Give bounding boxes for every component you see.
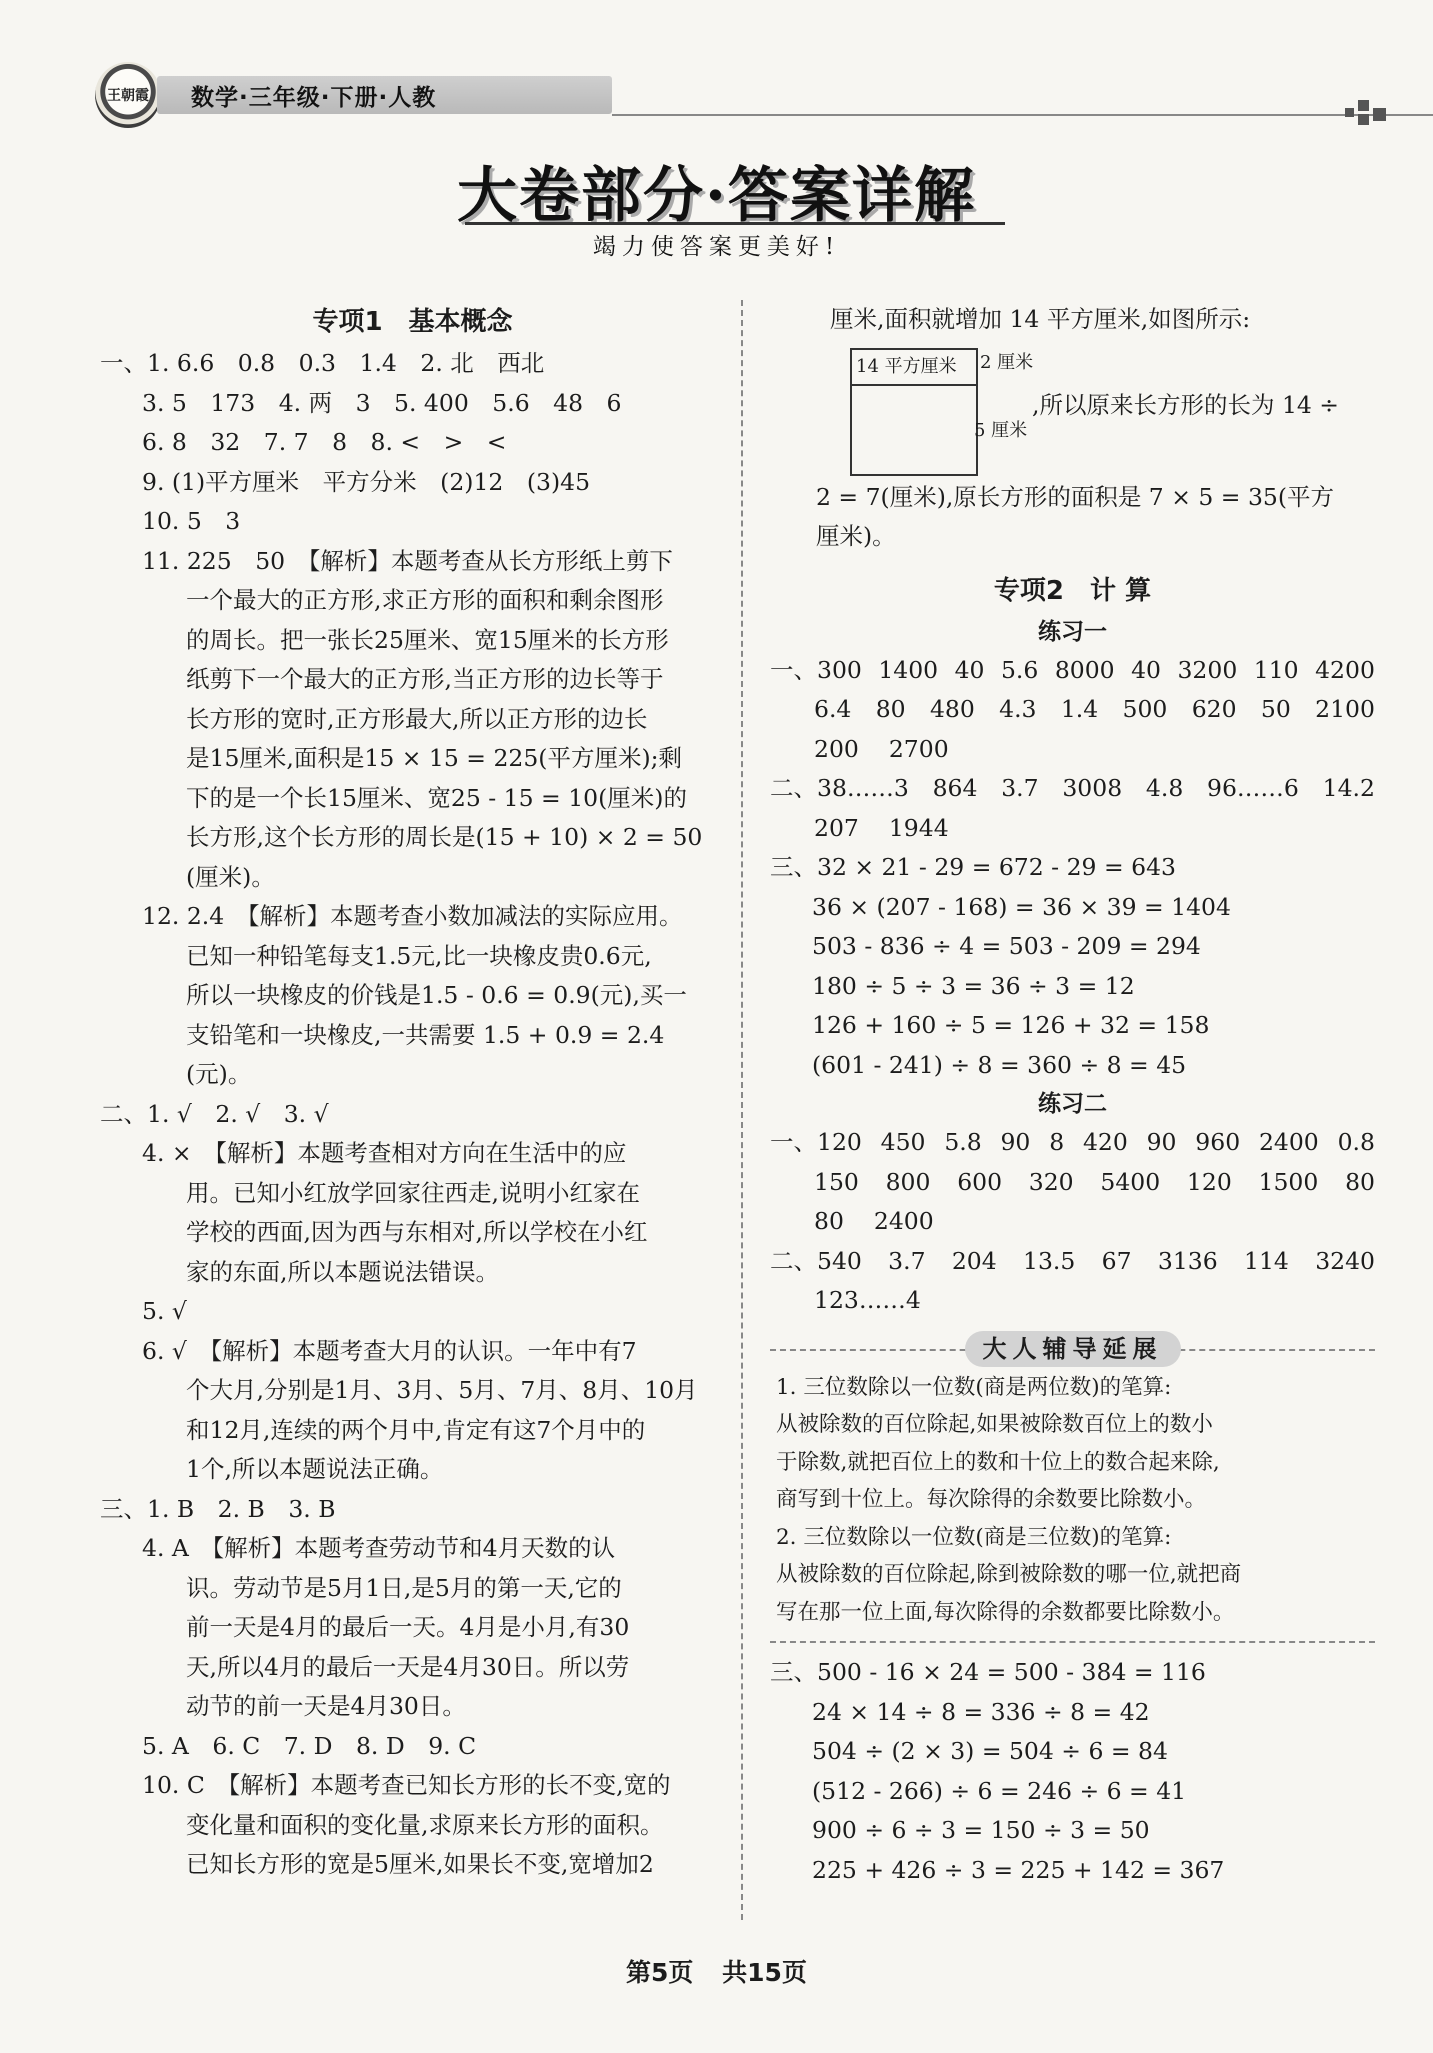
answer-line: 225 + 426 ÷ 3 = 225 + 142 = 367 <box>812 1855 1225 1884</box>
answer-value: 320 <box>1028 1167 1074 1196</box>
answer-value: 3008 <box>1062 774 1123 802</box>
practice-1-answers <box>770 651 1375 849</box>
answer-line: 厘米)。 <box>816 522 896 550</box>
answer-value: 90 <box>1000 1128 1031 1156</box>
figure-side-text: ,所以原来长方形的长为 14 ÷ <box>1032 390 1340 419</box>
answer-line: 一个最大的正方形,求正方形的面积和剩余图形 <box>186 586 664 614</box>
page-subtitle: 竭力使答案更美好! <box>592 234 841 260</box>
answer-line: 是15厘米,面积是15 × 15 = 225(平方厘米);剩 <box>186 744 683 772</box>
answer-line: 一、1. 6.6 0.8 0.3 1.4 2. 北 西北 <box>100 349 545 377</box>
answer-value: 4.8 <box>1145 774 1184 802</box>
answer-value: 3.7 <box>888 1246 926 1275</box>
answer-line: 三、500 - 16 × 24 = 500 - 384 = 116 <box>770 1658 1206 1686</box>
answer-value: 4.3 <box>999 695 1037 723</box>
answer-value: 一、300 <box>770 655 862 684</box>
answer-row <box>770 1123 1375 1163</box>
answer-line: 下的是一个长15厘米、宽25 - 15 = 10(厘米)的 <box>186 783 687 812</box>
answer-value: 二、38……3 <box>770 774 909 802</box>
answer-line: 2 = 7(厘米),原长方形的面积是 7 × 5 = 35(平方 <box>816 482 1335 511</box>
answer-line: 和12月,连续的两个月中,肯定有这7个月中的 <box>186 1415 646 1444</box>
answer-line: 识。劳动节是5月1日,是5月的第一天,它的 <box>186 1573 622 1602</box>
section-title-2: 专项2 计 算 <box>993 575 1152 606</box>
practice-2-calculations <box>770 1653 1375 1890</box>
answer-value: 1500 <box>1258 1167 1319 1196</box>
answer-line: 11. 225 50 【解析】本题考查从长方形纸上剪下 <box>142 546 673 575</box>
answer-value: 3240 <box>1315 1246 1375 1275</box>
answer-line: 10. 5 3 <box>142 507 241 535</box>
left-answer-lines <box>100 344 725 1885</box>
answer-line: 家的东面,所以本题说法错误。 <box>186 1257 499 1286</box>
page-number: 第5页 <box>626 1958 694 1987</box>
answer-value: 864 <box>932 774 978 802</box>
answer-line: 所以一块橡皮的价钱是1.5 - 0.6 = 0.9(元),买一 <box>186 981 687 1009</box>
strip-area-label: 14 平方厘米 <box>856 355 957 377</box>
answer-line: 5. A 6. C 7. D 8. D 9. C <box>142 1731 477 1760</box>
answer-row <box>770 730 1375 770</box>
answer-value: 1400 <box>878 655 939 684</box>
answer-row <box>770 1163 1375 1203</box>
answer-value: 90 <box>1146 1128 1177 1156</box>
practice-2-answers <box>770 1123 1375 1321</box>
answer-line: 的周长。把一张长25厘米、宽15厘米的长方形 <box>186 625 669 654</box>
answer-row <box>770 809 1375 849</box>
answer-value: 80 <box>814 1207 844 1235</box>
answer-value: 一、120 <box>770 1128 862 1156</box>
left-column <box>100 300 725 1885</box>
answer-line: (元)。 <box>186 1060 252 1088</box>
answer-value: 3200 <box>1177 655 1238 684</box>
answer-line: 厘米,面积就增加 14 平方厘米,如图所示: <box>830 305 1251 333</box>
answer-value: 114 <box>1244 1246 1289 1275</box>
answer-line: 长方形的宽时,正方形最大,所以正方形的边长 <box>186 704 648 733</box>
subject-title: 数学·三年级·下册·人教 <box>191 85 437 111</box>
answer-value: 2700 <box>888 734 949 763</box>
answer-value: 67 <box>1101 1246 1132 1275</box>
logo-text: 王朝霞 <box>107 88 149 104</box>
answer-value: 80 <box>1345 1167 1375 1196</box>
answer-value: 96……6 <box>1207 774 1299 802</box>
answer-line: 6. 8 32 7. 7 8 8. < > < <box>142 428 507 456</box>
answer-value: 3136 <box>1157 1246 1218 1275</box>
answer-value: 40 <box>1131 655 1162 684</box>
answer-value: 8 <box>1049 1128 1065 1156</box>
answer-line: 写在那一位上面,每次除得的余数都要比除数小。 <box>776 1599 1235 1625</box>
answer-row <box>770 651 1375 691</box>
right-column <box>770 300 1375 1890</box>
answer-line: 24 × 14 ÷ 8 = 336 ÷ 8 = 42 <box>812 1697 1150 1726</box>
answer-line: 504 ÷ (2 × 3) = 504 ÷ 6 = 84 <box>812 1737 1168 1765</box>
answer-line: 900 ÷ 6 ÷ 3 = 150 ÷ 3 = 50 <box>812 1816 1150 1844</box>
practice-2-title: 练习二 <box>1038 1091 1107 1117</box>
answer-line: (厘米)。 <box>186 862 275 891</box>
answer-value: 3.7 <box>1001 774 1039 802</box>
figure-strip <box>852 350 976 386</box>
figure-rectangle <box>850 348 978 476</box>
answer-value: 13.5 <box>1023 1246 1076 1275</box>
answer-value: 1944 <box>888 813 949 842</box>
answer-line: 9. (1)平方厘米 平方分米 (2)12 (3)45 <box>142 467 591 496</box>
page-total: 共15页 <box>722 1958 807 1987</box>
answer-value: 2400 <box>873 1207 934 1235</box>
answer-line: 12. 2.4 【解析】本题考查小数加减法的实际应用。 <box>142 902 683 930</box>
answer-line: 用。已知小红放学回家往西走,说明小红家在 <box>186 1178 640 1207</box>
rectangle-figure <box>770 342 1375 472</box>
answer-line: 1. 三位数除以一位数(商是两位数)的笔算: <box>776 1374 1172 1400</box>
answer-line: 126 + 160 ÷ 5 = 126 + 32 = 158 <box>812 1011 1210 1039</box>
answer-line: 从被除数的百位除起,如果被除数百位上的数小 <box>776 1412 1213 1437</box>
answer-line: 3. 5 173 4. 两 3 5. 400 5.6 48 6 <box>142 388 622 417</box>
answer-value: 123……4 <box>814 1286 921 1314</box>
practice-1-calculations <box>770 848 1375 1085</box>
page-footer <box>0 1953 1433 1989</box>
answer-line: 商写到十位上。每次除得的余数要比除数小。 <box>776 1487 1207 1512</box>
practice-1-title: 练习一 <box>1038 618 1107 645</box>
extension-box <box>770 1331 1375 1644</box>
answer-value: 5.8 <box>944 1128 982 1156</box>
extension-title: 大人辅导延展 <box>965 1331 1181 1367</box>
header-rule <box>612 114 1433 116</box>
answer-line: 6. √ 【解析】本题考查大月的认识。一年中有7 <box>142 1336 637 1365</box>
section-title-1: 专项1 基本概念 <box>312 307 513 337</box>
answer-line: 503 - 836 ÷ 4 = 503 - 209 = 294 <box>812 932 1201 960</box>
answer-line: 10. C 【解析】本题考查已知长方形的长不变,宽的 <box>142 1771 671 1799</box>
width-increase-label: 2 厘米 <box>980 351 1034 373</box>
answer-line: (601 - 241) ÷ 8 = 360 ÷ 8 = 45 <box>812 1050 1187 1079</box>
answer-value: 480 <box>929 695 975 723</box>
answer-line: 纸剪下一个最大的正方形,当正方形的边长等于 <box>186 665 664 693</box>
answer-line: 已知一种铅笔每支1.5元,比一块橡皮贵0.6元, <box>186 941 652 970</box>
answer-value: 80 <box>875 695 906 723</box>
answer-value: 40 <box>954 655 985 684</box>
answer-value: 500 <box>1122 695 1168 723</box>
corner-squares-icon <box>1345 96 1385 126</box>
answer-value: 二、540 <box>770 1246 862 1275</box>
answer-value: 120 <box>1186 1167 1232 1196</box>
page-title: 大卷部分·答案详解 <box>457 161 976 231</box>
answer-value: 4200 <box>1315 655 1375 684</box>
answer-line: 2. 三位数除以一位数(商是三位数)的笔算: <box>776 1524 1172 1550</box>
answer-row <box>770 1242 1375 1282</box>
answer-line: 1个,所以本题说法正确。 <box>186 1455 444 1483</box>
page-header <box>95 62 1385 132</box>
answer-value: 14.2 <box>1322 774 1375 802</box>
answer-row <box>770 769 1375 809</box>
answer-value: 6.4 <box>814 695 852 723</box>
brand-logo <box>95 62 161 128</box>
answer-line: 二、1. √ 2. √ 3. √ <box>100 1099 329 1128</box>
answer-line: 学校的西面,因为西与东相对,所以学校在小红 <box>186 1218 648 1246</box>
answer-line: 三、32 × 21 - 29 = 672 - 29 = 643 <box>770 853 1176 881</box>
answer-value: 800 <box>885 1167 931 1196</box>
answer-line: 于除数,就把百位上的数和十位上的数合起来除, <box>776 1449 1220 1475</box>
answer-value: 1.4 <box>1060 695 1099 723</box>
answer-row <box>770 1281 1375 1321</box>
column-divider <box>741 300 743 1920</box>
answer-line: 已知长方形的宽是5厘米,如果长不变,宽增加2 <box>186 1850 654 1878</box>
answer-value: 0.8 <box>1337 1128 1375 1156</box>
answer-line: 天,所以4月的最后一天是4月30日。所以劳 <box>186 1652 630 1681</box>
answer-value: 600 <box>957 1167 1003 1196</box>
answer-value: 150 <box>814 1167 859 1196</box>
answer-line: 36 × (207 - 168) = 36 × 39 = 1404 <box>812 892 1231 921</box>
answer-line: 支铅笔和一块橡皮,一共需要 1.5 + 0.9 = 2.4 <box>186 1020 665 1049</box>
answer-row <box>770 690 1375 730</box>
answer-value: 960 <box>1195 1128 1241 1156</box>
answer-line: 三、1. B 2. B 3. B <box>100 1494 336 1523</box>
answer-value: 2100 <box>1315 695 1375 723</box>
answer-value: 110 <box>1253 655 1299 684</box>
answer-value: 5.6 <box>1000 655 1039 684</box>
answer-value: 8000 <box>1054 655 1115 684</box>
answer-line: 4. × 【解析】本题考查相对方向在生活中的应 <box>142 1139 627 1167</box>
answer-line: 180 ÷ 5 ÷ 3 = 36 ÷ 3 = 12 <box>812 971 1135 1000</box>
answer-line: 前一天是4月的最后一天。4月是小月,有30 <box>186 1613 630 1641</box>
answer-value: 450 <box>880 1128 926 1156</box>
answer-value: 420 <box>1082 1128 1128 1156</box>
answer-line: 变化量和面积的变化量,求原来长方形的面积。 <box>186 1810 664 1839</box>
answer-value: 200 <box>814 734 859 763</box>
answer-value: 207 <box>814 813 859 842</box>
answer-line: 个大月,分别是1月、3月、5月、7月、8月、10月 <box>186 1376 698 1404</box>
answer-value: 620 <box>1191 695 1237 723</box>
answer-value: 5400 <box>1100 1167 1161 1196</box>
answer-line: 5. √ <box>142 1297 187 1325</box>
answer-line: 动节的前一天是4月30日。 <box>186 1692 466 1720</box>
answer-line: 长方形,这个长方形的周长是(15 + 10) × 2 = 50 <box>186 823 703 851</box>
answer-value: 50 <box>1260 695 1291 723</box>
answer-line: (512 - 266) ÷ 6 = 246 ÷ 6 = 41 <box>812 1776 1187 1805</box>
answer-line: 从被除数的百位除起,除到被除数的哪一位,就把商 <box>776 1562 1242 1587</box>
answer-value: 2400 <box>1258 1128 1319 1156</box>
answer-value: 204 <box>951 1246 997 1275</box>
answer-line: 4. A 【解析】本题考查劳动节和4月天数的认 <box>142 1534 616 1562</box>
extension-text <box>770 1369 1375 1632</box>
title-underline <box>465 222 1005 225</box>
answer-row <box>770 1202 1375 1242</box>
width-label: 5 厘米 <box>974 419 1028 441</box>
